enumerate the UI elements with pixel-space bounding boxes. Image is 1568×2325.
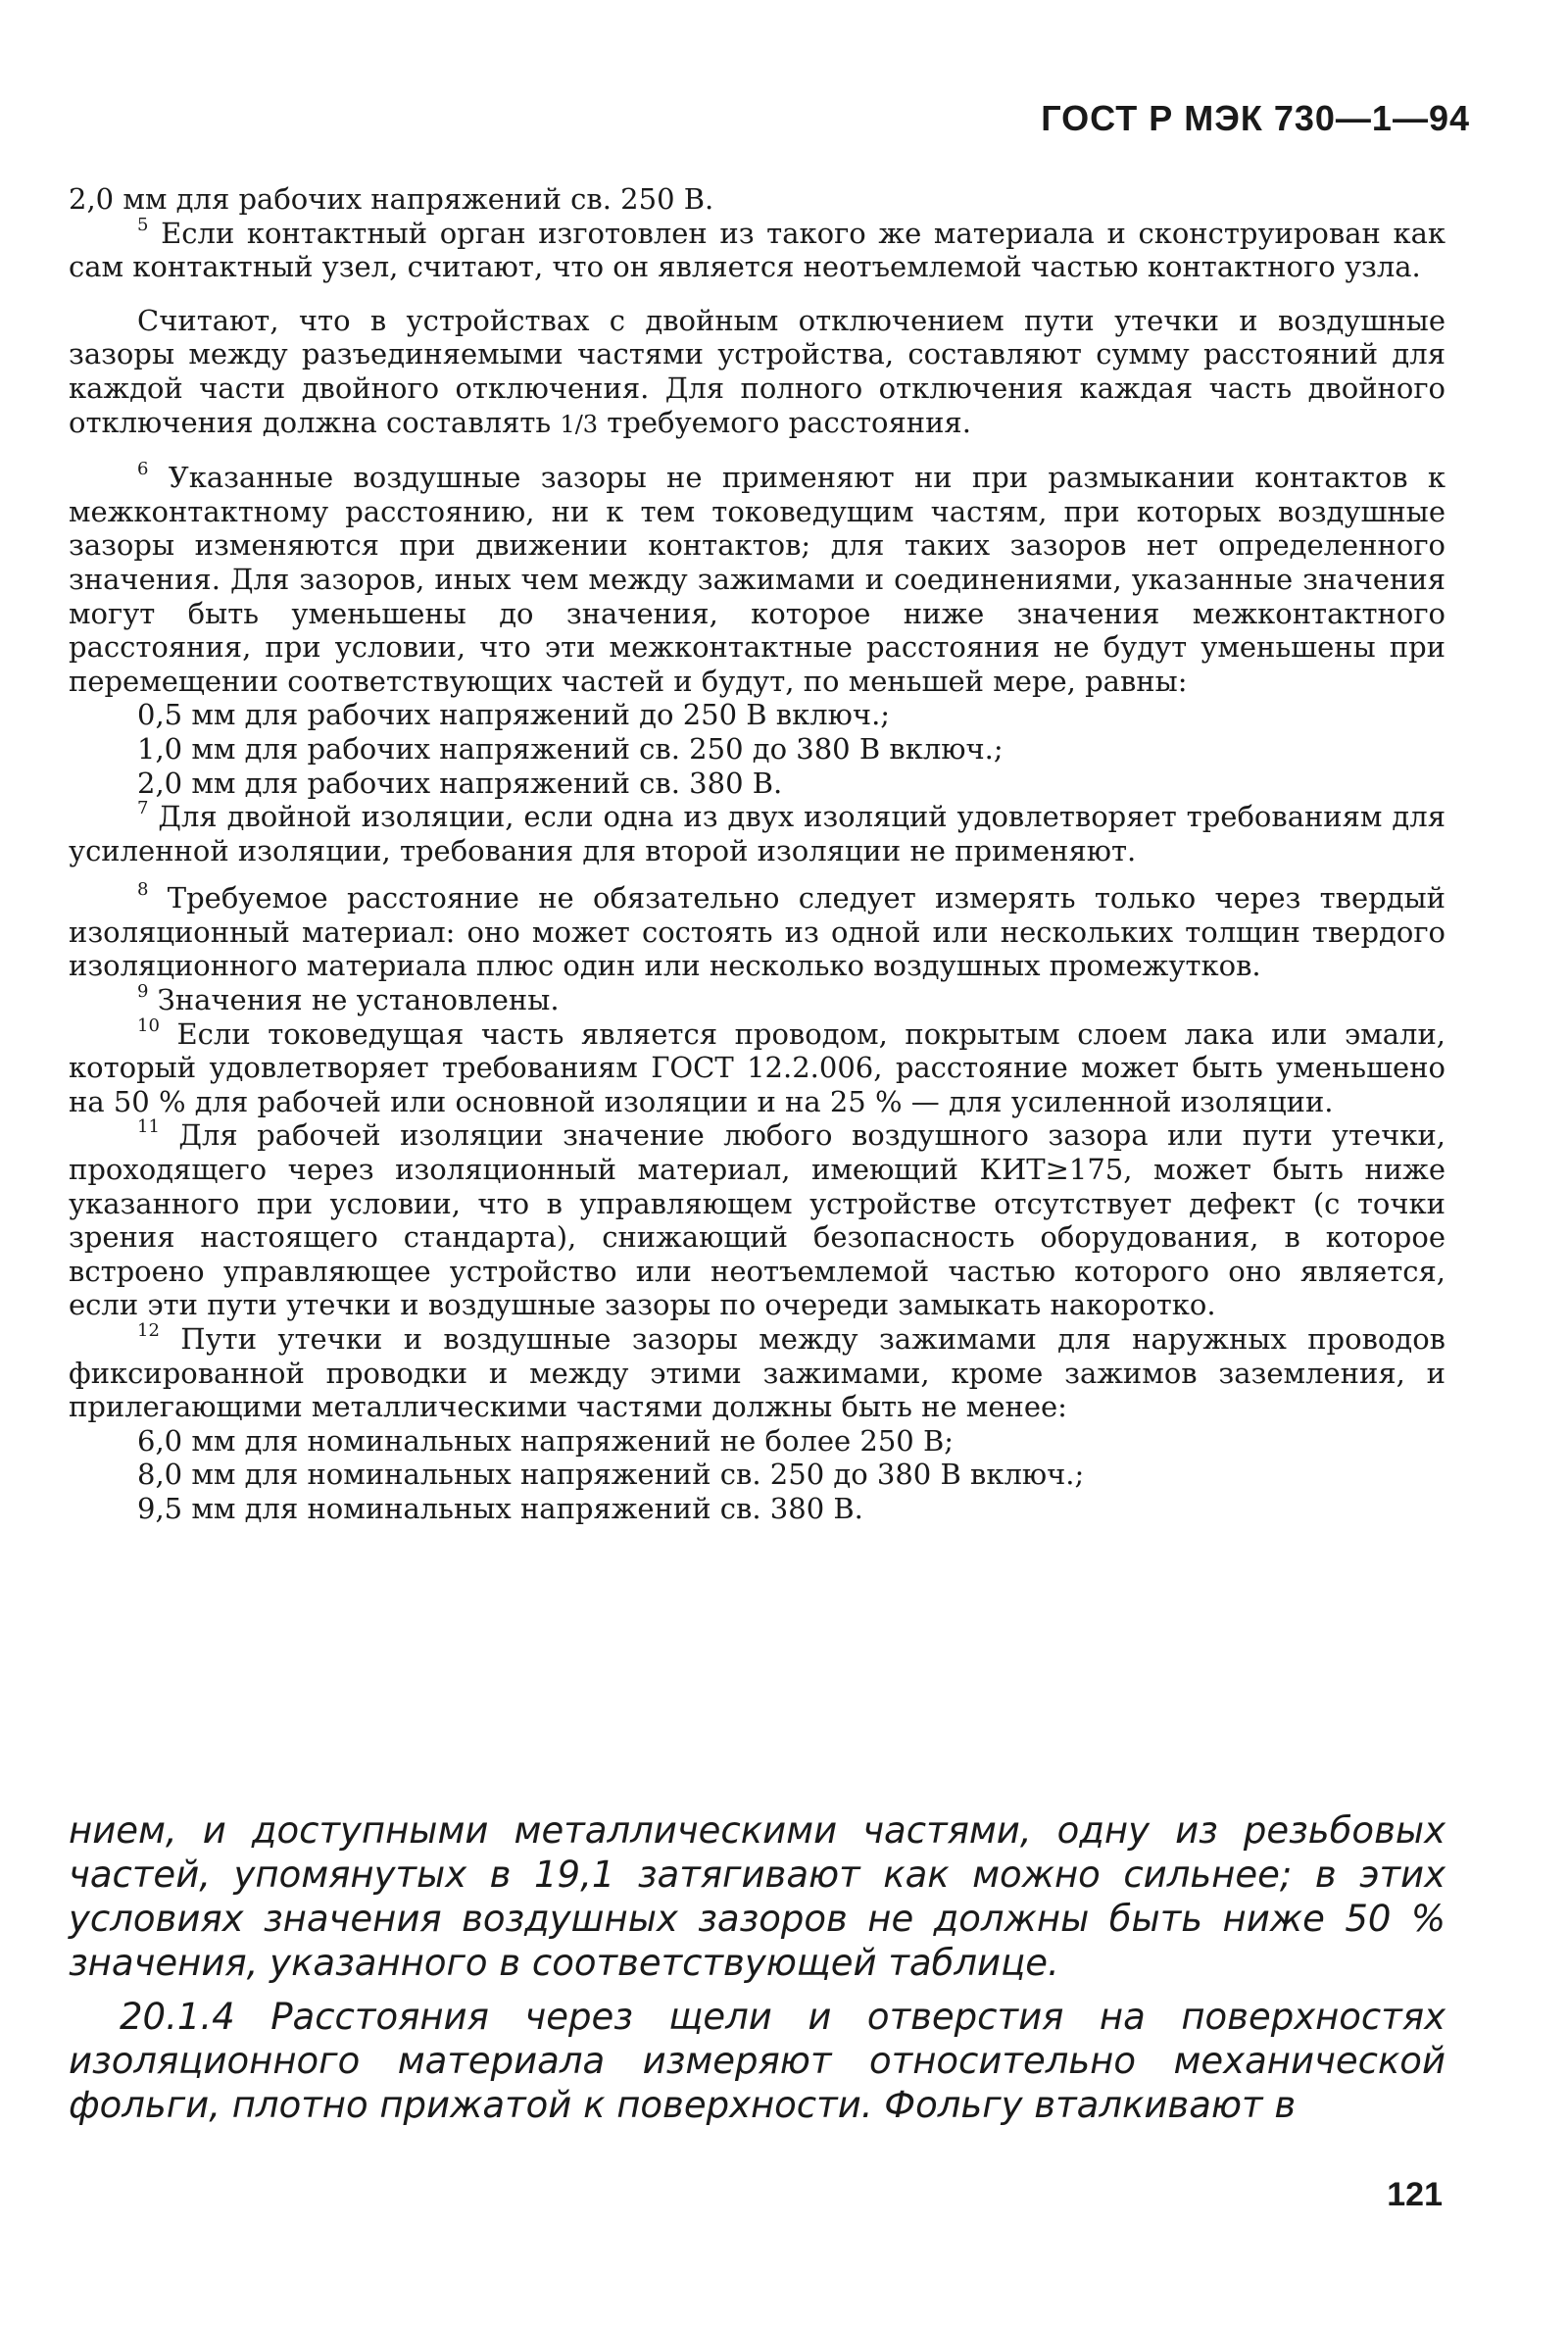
double-break-paragraph: Считают, что в устройствах с двойным отключением пути утечки и воздушные зазоры между разъединяемыми частями устройства, составляют сумму расстояний для каждой части двойного отключения. Для полного отключения каждая часть двойного отключения должна составлять 1/3 требуемого расстояния. xyxy=(69,303,1446,439)
footnote-text: Для рабочей изоляции значение любого воздушного зазора или пути утечки, проходящего через изоляционный материал, имеющий КИТ≥175, может быть ниже указанного при условии, что в управляющем устройстве отсутствует дефект (с точки зрения настоящего стандарта), снижающий безопасность оборудования, в которое встроено управляющее устройство или неотъемлемой частью которого оно является, если эти пути утечки и воздушные зазоры по очереди замыкать накоротко. xyxy=(69,1118,1446,1322)
footnote-10 xyxy=(69,1014,1446,1119)
footnote-text: Если токоведущая часть является проводом, покрытым слоем лака или эмали, который удовлетворяет требованиям ГОСТ 12.2.006, расстояние может быть уменьшено на 50 % для рабочей или основной изоляции и на 25 % — для усиленной изоляции. xyxy=(69,1016,1446,1118)
footnote-12-value-line: 6,0 мм для номинальных напряжений не более 250 В; xyxy=(137,1423,955,1458)
footnote-number: 10 xyxy=(137,1014,160,1036)
body-text xyxy=(69,1808,1446,2127)
footnote-number: 11 xyxy=(137,1116,160,1138)
footnote-text: Указанные воздушные зазоры не применяют ни при размыкании контактов к межконтактному расстоянию, ни к тем токоведущим частям, при которых воздушные зазоры изменяются при движении контактов; для таких зазоров нет определенного значения. Для зазоров, иных чем между зажимами и соединениями, указанные значения могут быть уменьшены до значения, которое ниже значения межконтактного расстояния, при условии, что эти межконтактные расстояния не будут уменьшены при перемещении соответствующих частей и будут, по меньшей мере, равны: xyxy=(69,461,1446,698)
footnote-number: 12 xyxy=(137,1320,160,1341)
footnote-6-value-line: 2,0 мм для рабочих напряжений св. 380 В. xyxy=(137,766,783,800)
footnote-number: 6 xyxy=(137,459,149,480)
footnote-text: Значения не установлены. xyxy=(157,983,560,1017)
document-header xyxy=(1041,98,1470,139)
footnote-text: Для двойной изоляции, если одна из двух изоляций удовлетворяет требованиям для усиленной изоляции, требования для второй изоляции не применяют. xyxy=(69,800,1446,867)
clause-20-1-4: 20.1.4 Расстояния через щели и отверстия на поверхностях изоляционного материала измеряют относительно механической фольги, плотно прижатой к поверхности. Фольгу вталкивают в xyxy=(69,1996,1446,2126)
footnote-12 xyxy=(69,1322,1446,1424)
footnote-text: Требуемое расстояние не обязательно следует измерять только через твердый изоляционный материал: оно может состоять из одной или нескольких толщин твердого изоляционного материала плюс один или несколько воздушных промежутков. xyxy=(69,881,1446,983)
footnote-9 xyxy=(69,983,1446,1017)
continuation-paragraph: нием, и доступными металлическими частями, одну из резьбовых частей, упомянутых в 19,1 затягивают как можно сильнее; в этих условиях значения воздушных зазоров не должны быть ниже 50 % значения, указанного в соответствующей таблице. xyxy=(69,1809,1446,1984)
footnote-4-tail: 2,0 мм для рабочих напряжений св. 250 В. xyxy=(69,182,714,216)
one-third-fraction: 1/3 xyxy=(560,410,599,438)
footnote-12-value-line: 8,0 мм для номинальных напряжений св. 250 до 380 В включ.; xyxy=(137,1458,1085,1492)
footnote-12-value-line: 9,5 мм для номинальных напряжений св. 380 В. xyxy=(137,1491,863,1525)
footnote-8 xyxy=(69,881,1446,983)
footnote-text: Если контактный орган изготовлен из такого же материала и сконструирован как сам контактный узел, считают, что он является неотъемлемой частью контактного узла. xyxy=(69,216,1446,284)
footnote-number: 5 xyxy=(137,214,149,235)
footnote-number: 7 xyxy=(137,798,149,819)
footnote-number: 8 xyxy=(137,879,149,901)
page-number: 121 xyxy=(1387,2176,1443,2213)
footnote-11 xyxy=(69,1118,1446,1322)
table-footnotes xyxy=(69,182,1446,1526)
footnote-6-value-line: 0,5 мм для рабочих напряжений до 250 В включ.; xyxy=(137,698,891,732)
footnote-number: 9 xyxy=(137,981,149,1003)
footnote-7 xyxy=(69,800,1446,867)
footnote-5 xyxy=(69,214,1446,284)
gost-designation: ГОСТ Р МЭК 730—1—94 xyxy=(1041,98,1470,138)
footnote-6 xyxy=(69,461,1446,698)
footnote-6-value-line: 1,0 мм для рабочих напряжений св. 250 до 380 В включ.; xyxy=(137,731,1004,766)
footnote-text: Пути утечки и воздушные зазоры между зажимами для наружных проводов фиксированной проводки и между этими зажимами, кроме зажимов заземления, и прилегающими металлическими частями должны быть не менее: xyxy=(69,1322,1446,1424)
